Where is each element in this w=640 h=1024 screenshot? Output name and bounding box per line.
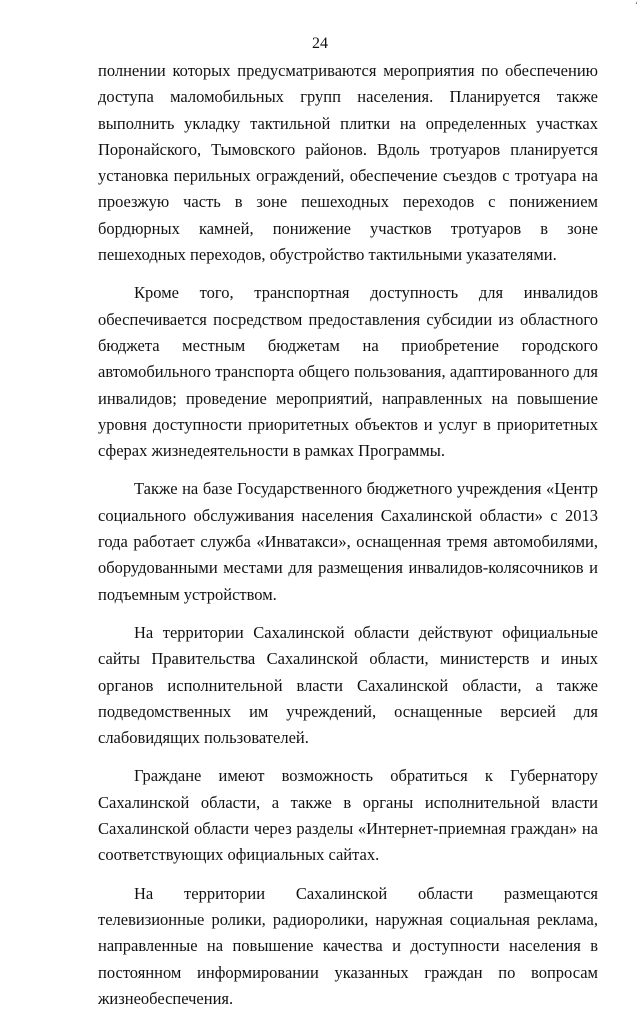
- paragraph-5: Граждане имеют возможность обратиться к Губернатору Сахалинской области, а также в органы исполнительной власти Сахалинской области через разделы «Интернет-приемная граждан» на соответствующих официальных сайтах.: [98, 766, 598, 865]
- paragraph-3: Также на базе Государственного бюджетного учреждения «Центр социального обслуживания населения Сахалинской области» с 2013 года работает служба «Инватакси», оснащенная тремя автомобилями, оборудованными местами для размещения инвалидов-колясочников и подъемным устройством.: [98, 479, 598, 604]
- paragraph-4: На территории Сахалинской области действуют официальные сайты Правительства Сахалинской области, министерств и иных органов исполнительной власти Сахалинской области, а также подведомственных им учреждений, оснащенные версией для слабовидящих пользователей.: [98, 622, 598, 748]
- paragraph-2: Кроме того, транспортная доступность для инвалидов обеспечивается посредством предоставления субсидии из областного бюджета местным бюджетам на приобретение городского автомобильного транспорта общего пользования, адаптированного для инвалидов; проведение мероприятий, направленных на повышение уровня доступности приоритетных объектов и услуг в приоритетных сферах жизнедеятельности в рамках Программы.: [98, 283, 598, 461]
- document-body: [98, 58, 598, 1024]
- paragraph-6: На территории Сахалинской области размещаются телевизионные ролики, радиоролики, наружная социальная реклама, направленные на повышение качества и доступности населения в постоянном информировании указанных граждан по вопросам жизнеобеспечения.: [98, 883, 598, 1008]
- corner-mark: ʻ: [635, 0, 638, 10]
- paragraph-1: полнении которых предусматриваются мероприятия по обеспечению доступа маломобильных групп населения. Планируется также выполнить укладку тактильной плитки на определенных участках Поронайского, Тымовского районов. Вдоль тротуаров планируется установка перильных ограждений, обеспечение съездов с тротуара на проезжую часть в зоне пешеходных переходов с понижением бордюрных камней, понижение участков тротуаров в зоне пешеходных переходов, обустройство тактильными указателями.: [98, 61, 598, 265]
- page-number: 24: [312, 35, 328, 52]
